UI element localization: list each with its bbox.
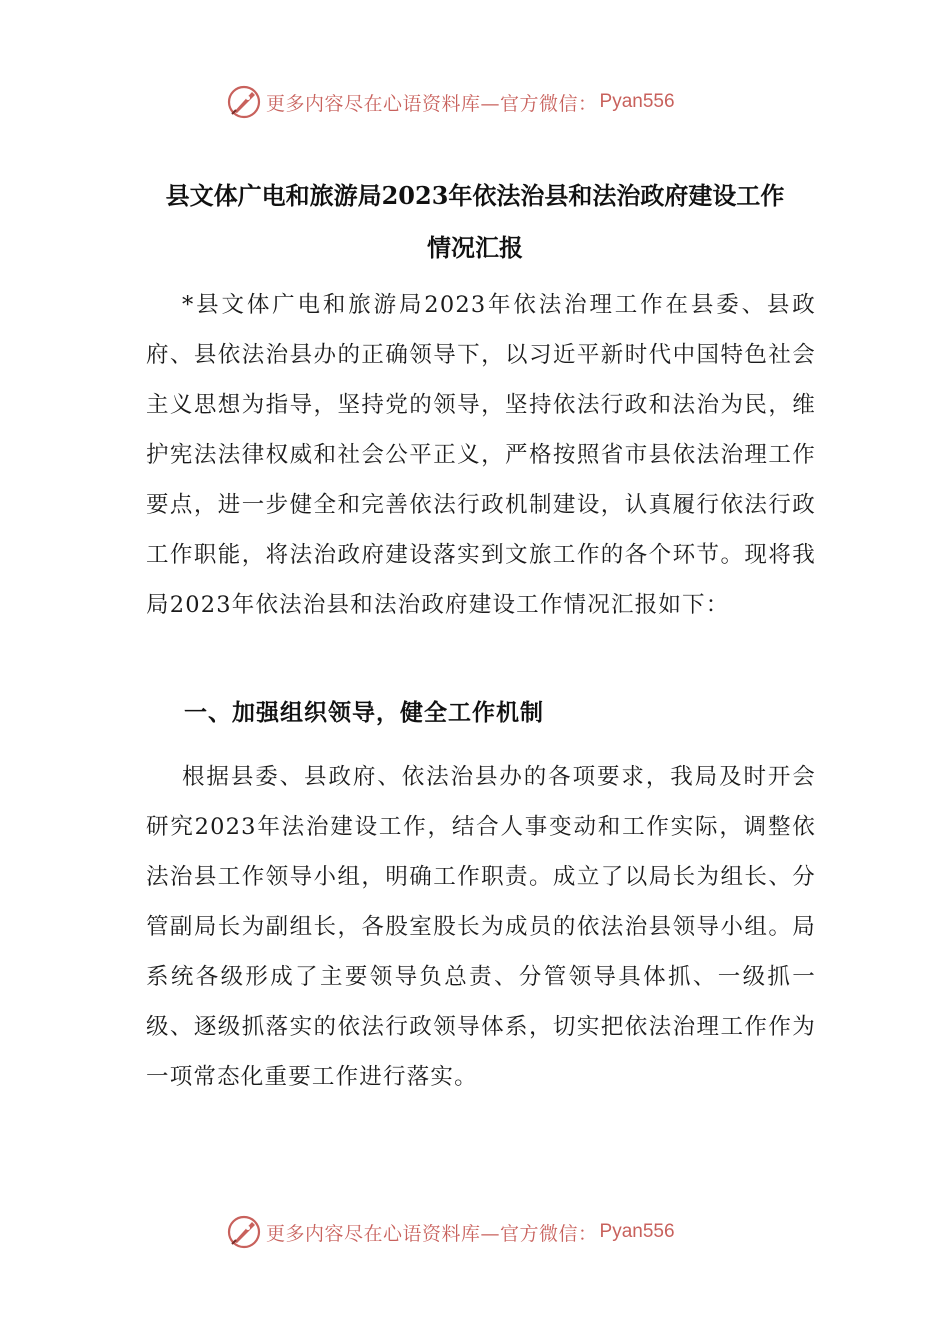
banner-text: 更多内容尽在心语资料库—官方微信： [266,92,598,115]
intro-paragraph: *县文体广电和旅游局2023年依法治理工作在县委、县政府、县依法治县办的正确领导下，以习近平新时代中国特色社会主义思想为指导，坚持党的领导，坚持依法行政和法治为民，维护宪法法律权威和社会公平正义，严格按照省市县依法治理工作要点，进一步健全和完善依法行政机制建设，认真履行依法行政工作职能，将法治政府建设落实到文旅工作的各个环节。现将我局2023年依法治县和法治政府建设工作情况汇报如下： [146,292,816,618]
quill-pen-logo-icon [226,84,262,120]
document-title-line-1: 县文体广电和旅游局2023年依法治县和法治政府建设工作 [165,181,785,210]
header-watermark-banner [0,82,950,122]
wechat-id: Pyan556 [599,91,675,112]
document-title-line-2: 情况汇报 [427,233,523,262]
section-1-heading: 一、加强组织领导，健全工作机制 [184,699,544,726]
quill-pen-logo-icon [226,1214,262,1250]
banner-text: 更多内容尽在心语资料库—官方微信： [266,1222,598,1245]
wechat-id: Pyan556 [599,1221,675,1242]
footer-watermark-banner [0,1212,950,1252]
section-1-paragraph: 根据县委、县政府、依法治县办的各项要求，我局及时开会研究2023年法治建设工作，结合人事变动和工作实际，调整依法治县工作领导小组，明确工作职责。成立了以局长为组长、分管副局长为副组长，各股室股长为成员的依法治县领导小组。局系统各级形成了主要领导负总责、分管领导具体抓、一级抓一级、逐级抓落实的依法行政领导体系，切实把依法治理工作作为一项常态化重要工作进行落实。 [146,764,816,1090]
